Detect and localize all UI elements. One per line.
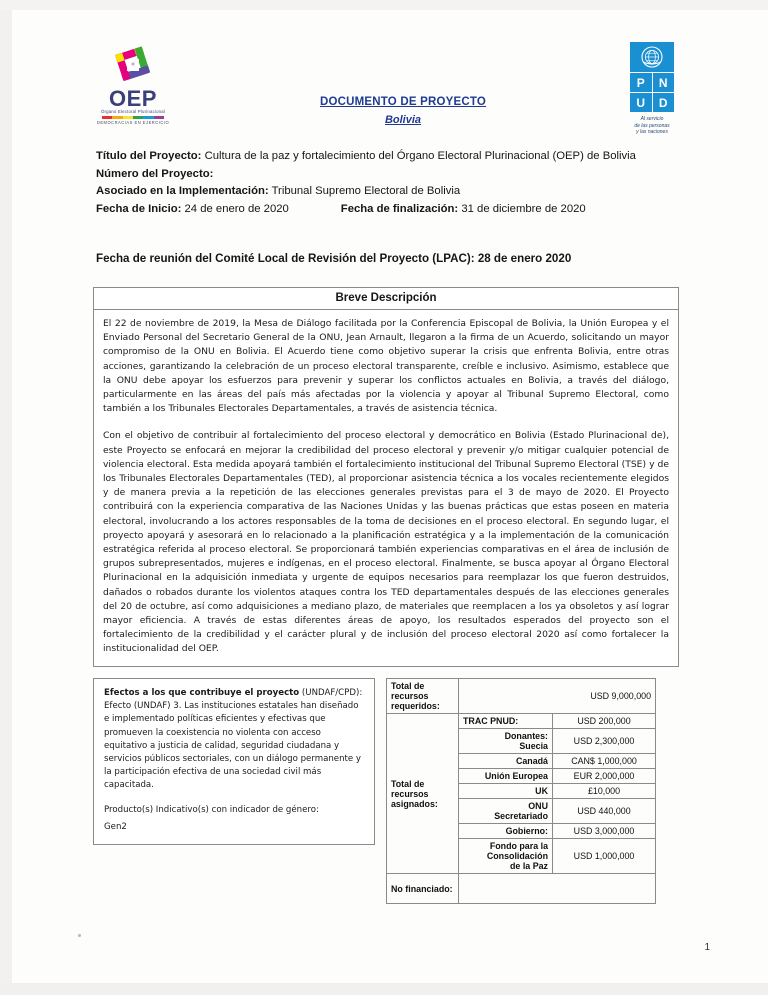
table-row-trac (387, 714, 656, 729)
amount-gobierno: USD 3,000,000 (553, 824, 656, 839)
oep-logo (94, 44, 172, 128)
pnud-tagline (617, 116, 687, 136)
donantes-line-2: Suecia (519, 741, 548, 751)
amount-suecia: USD 2,300,000 (553, 729, 656, 754)
total-allocated-label: Total de recursos asignados: (387, 714, 459, 874)
donantes-line-1: Donantes: (504, 731, 548, 741)
total-required-label: Total de recursos requeridos: (387, 679, 459, 714)
project-effects-box (93, 678, 375, 845)
oep-color-bars (102, 116, 164, 119)
oep-acronym: OEP (109, 86, 157, 111)
pnud-tagline-line-2: de las personas (634, 122, 670, 129)
field-project-number-label: Número del Proyecto: (96, 167, 214, 180)
total-required-value: USD 9,000,000 (459, 679, 656, 714)
fondo-line-2: Consolidación (486, 851, 548, 861)
effects-indicator-label: Producto(s) Indicativo(s) con indicador de género: (104, 804, 319, 815)
amount-onu-secretariado: USD 440,000 (553, 799, 656, 824)
pnud-letter-n: N (653, 73, 675, 92)
scan-edge-left (0, 0, 12, 995)
effects-body: (UNDAF/CPD): Efecto (UNDAF) 3. Las instituciones estatales han diseñado e implementado políticas eficientes y efectivas que promueven la coexistencia no violenta con acceso equitativo a justicia de calidad, seguridad ciudadana y servicios públicos sectoriales, con un diálogo permanente y la participación efectiva de una sociedad civil más capacitada. (104, 688, 363, 791)
source-onu-secretariado (459, 799, 553, 824)
source-donantes-suecia (459, 729, 553, 754)
brief-description-heading: Breve Descripción (94, 288, 678, 310)
field-project-number (96, 166, 678, 183)
document-title: DOCUMENTO DE PROYECTO (319, 96, 487, 108)
document-title-block (263, 92, 543, 126)
description-paragraph-1: El 22 de noviembre de 2019, la Mesa de Diálogo facilitada por la Conferencia Episcopal de Bolivia, la Unión Europea y el Enviado Personal del Secretario General de la ONU, Jean Arnault, llegaron a la firma de un Acuerdo, solicitando un mayor compromiso de la ONU en Bolivia. El Acuerdo tiene como objetivo superar la crisis que enfrenta Bolivia, entre otras acciones, garantizando la celebración de un proceso electoral transparente, creíble e inclusivo. Asimismo, establece que la ONU debe apoyar los esfuerzos para prevenir y superar los conflictos actuales en Bolivia, a través del diálogo, particularmente en las áreas del país más afectadas por la violencia y apoyar al Tribunal Supremo Electoral, como también a los Tribunales Electorales Departamentales, a través de asistencia técnica. (103, 318, 669, 415)
scan-speck (78, 934, 81, 937)
brief-description-body (94, 310, 678, 666)
field-lpac-date (96, 252, 571, 265)
field-project-title (96, 148, 678, 165)
field-end-date-value: 31 de diciembre de 2020 (458, 202, 586, 215)
source-fondo-paz (459, 839, 553, 874)
source-canada: Canadá (459, 754, 553, 769)
un-emblem-icon (630, 42, 674, 72)
unfunded-label: No financiado: (387, 874, 459, 904)
amount-fondo-paz: USD 1,000,000 (553, 839, 656, 874)
fondo-line-1: Fondo para la (489, 841, 548, 851)
oep-subtitle: Órgano Electoral Plurinacional (100, 109, 166, 114)
document-country: Bolivia (384, 114, 422, 126)
project-fields (96, 148, 678, 218)
bottom-section (93, 678, 679, 904)
field-project-title-value: Cultura de la paz y fortalecimiento del Órgano Electoral Plurinacional (OEP) de Bolivia (201, 150, 636, 162)
effects-text (104, 687, 365, 793)
field-dates (96, 201, 678, 218)
amount-canada: CAN$ 1,000,000 (553, 754, 656, 769)
page-number: 1 (704, 942, 710, 953)
description-paragraph-2: Con el objetivo de contribuir al fortalecimiento del proceso electoral y democrático en Bolivia (Estado Plurinacional de), este Proyecto se enfocará en mejorar la credibilidad del proceso electoral y prevenir y/o mitigar cualquier potencial de violencia electoral. Esta medida apoyará también el fortalecimiento institucional del Tribunal Supremo Electoral (TSE) y de los Tribunales Electorales Departamentales (TED), al proporcionar asistencia técnica a los vocales recientemente elegidos y de manera previa a la repetición de las elecciones generales previstas para el 3 de mayo de 2020. El Proyecto contribuirá con la experiencia comparativa de las Naciones Unidas y las buenas prácticas que estas poseen en materia electoral, involucrando a los actores responsables de la toma de decisiones en el proceso electoral. En segundo lugar, el proyecto apoyará y asesorará en lo relacionado a la planificación estratégica y a la implementación de la comunicación estratégica referida al proceso electoral. Se proporcionará también experiencias comparativas en el área de inclusión de grupos subrepresentados, mujeres e indígenas, en el proceso electoral. Finalmente, se busca apoyar al Órgano Electoral Plurinacional en la adquisición inmediata y urgente de equipos necesarios para reemplazar los que fueron destruidos, dañados o robados durante los violentos ataques contra los TED departamentales después de las elecciones generales del 20 de octubre, así como adquisiciones a mediano plazo, de materiales que reemplacen a los ya obsoletos y así lograr mayor eficiencia. A través de estas diferentes áreas de apoyo, los resultados esperados del proyecto son el fortalecimiento de la credibilidad y el carácter plural y de inclusión del proceso electoral 2020 así como fortalecer la institucionalidad del OEP. (103, 430, 669, 655)
field-end-date-label: Fecha de finalización: (340, 202, 459, 215)
field-start-date-label: Fecha de Inicio: (96, 202, 182, 215)
pnud-letter-d: D (653, 93, 675, 112)
onu-line-2: Secretariado (494, 811, 548, 821)
field-implementing-partner-value: Tribunal Supremo Electoral de Bolivia (268, 185, 461, 197)
pnud-letter-p: P (630, 73, 652, 92)
pnud-letter-u: U (630, 93, 652, 112)
effects-indicator-value: Gen2 (104, 821, 127, 832)
scan-edge-bottom (0, 983, 768, 995)
document-header (88, 42, 688, 142)
source-gobierno: Gobierno: (459, 824, 553, 839)
field-implementing-partner-label: Asociado en la Implementación: (96, 185, 269, 197)
amount-uk: £10,000 (553, 784, 656, 799)
table-row-unfunded (387, 874, 656, 904)
pnud-tagline-line-1: Al servicio (640, 116, 664, 122)
pnud-tagline-line-3: y las naciones (636, 129, 668, 135)
field-implementing-partner (96, 183, 678, 200)
amount-union-europea: EUR 2,000,000 (553, 769, 656, 784)
scan-edge-top (0, 0, 768, 10)
field-start-date-value: 24 de enero de 2020 (181, 202, 289, 215)
source-union-europea: Unión Europea (459, 769, 553, 784)
unfunded-value (459, 874, 656, 904)
oep-slogan: DEMOCRACIAS EN EJERCICIO (96, 120, 170, 125)
source-uk: UK (459, 784, 553, 799)
table-row-total-required (387, 679, 656, 714)
brief-description-box (93, 287, 679, 667)
effects-heading: Efectos a los que contribuye el proyecto (104, 688, 300, 698)
onu-line-1: ONU (528, 801, 548, 811)
oep-pinwheel-icon (107, 44, 159, 88)
field-project-title-label: Título del Proyecto: (96, 150, 202, 162)
field-lpac-label: Fecha de reunión del Comité Local de Revisión del Proyecto (LPAC): (96, 252, 475, 265)
amount-trac-pnud: USD 200,000 (553, 714, 656, 729)
field-lpac-value: 28 de enero 2020 (474, 252, 572, 265)
source-trac-pnud: TRAC PNUD: (459, 714, 553, 729)
resources-table (386, 678, 656, 904)
pnud-logo (617, 42, 687, 136)
fondo-line-3: de la Paz (510, 861, 548, 871)
